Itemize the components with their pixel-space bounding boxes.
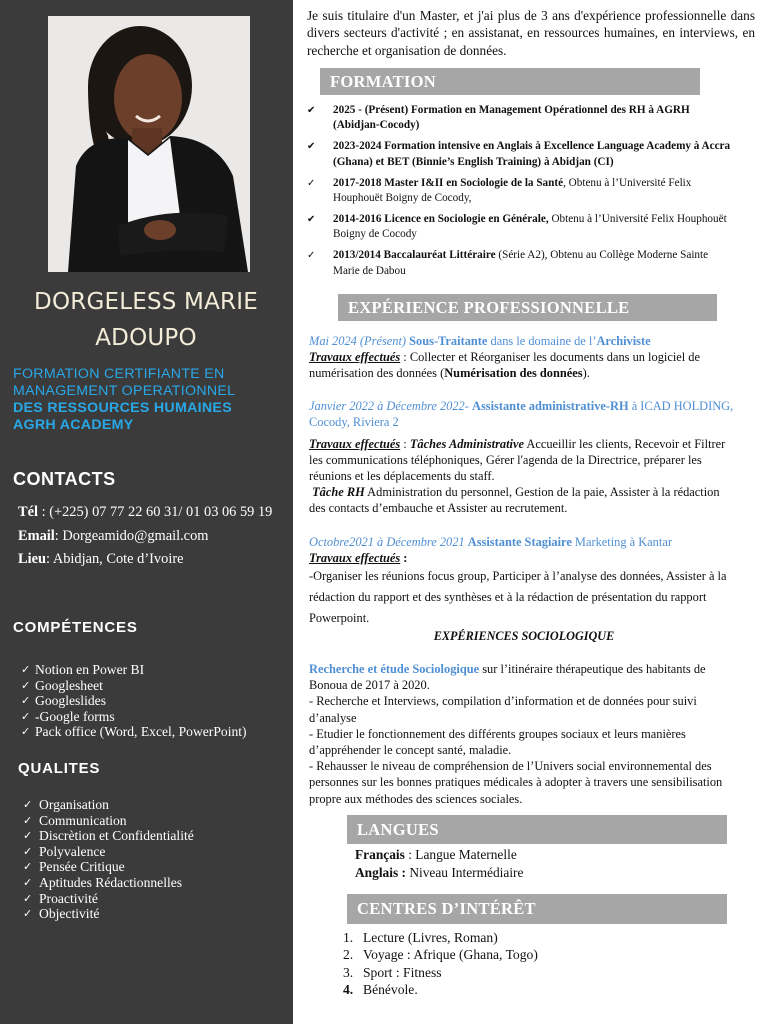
list-item: ✓ Aptitudes Rédactionnelles xyxy=(23,874,183,890)
name-line-2: ADOUPO xyxy=(95,325,197,351)
list-item: ✓ Communication xyxy=(23,812,127,828)
candidate-name xyxy=(6,284,286,356)
check-icon: ✓ xyxy=(21,678,31,692)
contact-email xyxy=(18,528,208,545)
training-line-4: AGRH ACADEMY xyxy=(13,417,134,433)
experience-item-3: Octobre2021 à Décembre 2021 Assistante Stagiaire Marketing à Kantar Travaux effectués : -Organiser les réunions focus group, Participer à l’analyse des données, Assister à la rédaction du rapport et des synthèses et à la rédaction de présentation du rapport Powerpoint. xyxy=(309,534,739,629)
training-line-1: FORMATION CERTIFIANTE EN xyxy=(13,366,225,382)
list-item: ✓ Proactivité xyxy=(23,890,98,906)
list-item: 2. Voyage : Afrique (Ghana, Togo) xyxy=(343,947,538,963)
list-item: ✔ 2014-2016 Licence en Sociologie en Générale, Obtenu à l’Université Felix Houphouët Boigny de Cocody xyxy=(307,212,737,243)
list-item: 4. Bénévole. xyxy=(343,982,418,998)
list-item: ✓ Polyvalence xyxy=(23,843,106,859)
exp2-date: Janvier 2022 à Décembre 2022- xyxy=(309,399,469,413)
check-icon: ✓ xyxy=(23,829,33,843)
exp1-field: Archiviste xyxy=(596,334,651,348)
exp3-place: Marketing à Kantar xyxy=(571,535,672,549)
check-icon: ✓ xyxy=(23,844,33,858)
training-line-3: DES RESSOURCES HUMAINES xyxy=(13,400,232,416)
check-icon: ✓ xyxy=(307,250,316,262)
contact-phone-value: (+225) 07 77 22 60 31/ 01 03 06 59 19 xyxy=(49,504,273,520)
contact-phone xyxy=(18,504,272,521)
exp3-role: Assistante Stagiaire xyxy=(467,535,572,549)
contact-location-label: Lieu xyxy=(18,551,46,567)
check-icon: ✓ xyxy=(307,177,316,189)
training-line-2: MANAGEMENT OPERATIONNEL xyxy=(13,383,236,399)
socio-block: Recherche et étude Sociologique sur l’itinéraire thérapeutique des habitants de Bonoua de 2017 à 2020. - Recherche et Interviews, compilation d’information et de données pour suivi d’analyse - Etudier le fonctionnement des différents groupes sociaux et leurs manières d’appréhender le concept santé, maladie. - Rehausser le niveau de compréhension de l’Univers social environnemental des personnes sur les bonnes pratiques médicales à adopter à travers une sensibilisation propre aux méthodes des sciences sociales. xyxy=(309,661,739,807)
list-item: ✓ Pack office (Word, Excel, PowerPoint) xyxy=(21,724,247,740)
formation-heading: FORMATION xyxy=(320,68,700,95)
intro-paragraph: Je suis titulaire d'un Master, et j'ai plus de 3 ans d'expérience professionnelle dans divers secteurs d'activité ; en assistanat, en ressources humaines, en interviews, en recherche et organisation de données. xyxy=(307,8,755,58)
exp2-role: Assistante administrative-RH xyxy=(472,399,629,413)
languages-heading: LANGUES xyxy=(347,815,727,844)
list-item: ✓ Pensée Critique xyxy=(23,859,125,875)
socio-heading: EXPÉRIENCES SOCIOLOGIQUE xyxy=(433,629,615,643)
list-item: ✓ Notion en Power BI xyxy=(21,662,145,677)
exp1-work-label: Travaux effectués xyxy=(309,350,401,364)
check-icon: ✓ xyxy=(23,875,33,889)
contact-phone-sep: : xyxy=(37,504,50,520)
list-item: 1. Lecture (Livres, Roman) xyxy=(343,930,498,945)
language-item-2: Anglais : Niveau Intermédiaire xyxy=(355,865,524,880)
exp3-date: Octobre2021 à Décembre 2021 xyxy=(309,535,465,549)
skills-list xyxy=(21,662,247,740)
check-icon: ✓ xyxy=(23,891,33,905)
list-item: ✓ Discrètion et Confidentialité xyxy=(23,828,194,844)
list-item: ✓ 2017-2018 Master I&II en Sociologie de la Santé, Obtenu à l’Université Felix Houphouët Boigny de Cocody, xyxy=(307,176,737,207)
language-item-1: Français : Langue Maternelle xyxy=(355,847,517,862)
check-icon: ✔ xyxy=(307,213,316,225)
exp3-text: -Organiser les réunions focus group, Participer à l’analyse des données, Assister à la rédaction du rapport et des synthèses et à la rédaction de présentation du rapport Powerpoint. xyxy=(309,569,727,625)
contact-location xyxy=(18,551,184,568)
list-item: ✓ Googleslides xyxy=(21,693,106,709)
list-item: ✓ Googlesheet xyxy=(21,677,103,693)
experience-item-2: Janvier 2022 à Décembre 2022- Assistante administrative-RH à ICAD HOLDING, Cocody, Riviera 2 Travaux effectués : Tâches Administrative Accueillir les clients, Recevoir et Filtrer les communications téléphoniques, Gérer l'agenda de la Directrice, préparer les réunions et les déplacements du staff. Tâche RH Administration du personnel, Gestion de la paie, Assister à la rédaction des contacts d’embauche et Assister au recrutement. xyxy=(309,399,734,515)
name-line-1: DORGELESS MARIE xyxy=(34,289,258,315)
contact-email-label: Email xyxy=(18,528,55,544)
check-icon: ✓ xyxy=(21,709,31,723)
exp2-task2-label: Tâche RH xyxy=(312,485,365,499)
list-item: ✓ Objectivité xyxy=(23,906,100,922)
list-item: ✓ -Google forms xyxy=(21,708,115,724)
socio-bullet-3: - Rehausser le niveau de compréhension de l’Univers social environnemental des personnes sur les bonnes pratiques médicales à adopter à travers une sensibilisation propre aux méthodes des sciences sociales. xyxy=(309,759,723,806)
exp1-date: Mai 2024 (Présent) xyxy=(309,334,407,348)
experience-item-1: Mai 2024 (Présent) Sous-Traitante dans le domaine de l’Archiviste Travaux effectués : Collecter et Réorganiser les documents dans un logiciel de numérisation des données (Numérisation des données). xyxy=(309,334,701,380)
check-icon: ✓ xyxy=(23,860,33,874)
socio-bullet-2: - Etudier le fonctionnement des différents groupes sociaux et leurs manières d’appréhender le concept santé, maladie. xyxy=(309,726,686,758)
list-item: 3. Sport : Fitness xyxy=(343,964,442,980)
check-icon: ✓ xyxy=(21,663,31,676)
contact-email-value: Dorgeamido@gmail.com xyxy=(62,528,209,544)
list-item: ✓ 2013/2014 Baccalauréat Littéraire (Série A2), Obtenu au Collège Moderne Sainte Marie de Dabou xyxy=(307,248,737,279)
check-icon: ✔ xyxy=(307,105,316,116)
check-icon: ✔ xyxy=(307,141,316,153)
qualities-heading: QUALITES xyxy=(18,760,101,777)
interests-list xyxy=(343,929,538,999)
exp1-role: Sous-Traitante xyxy=(409,334,488,348)
contacts-heading: CONTACTS xyxy=(13,469,116,489)
profile-photo xyxy=(48,16,250,272)
main-content xyxy=(293,0,768,1024)
check-icon: ✓ xyxy=(23,907,33,921)
exp3-work-label: Travaux effectués xyxy=(309,551,401,565)
contact-location-sep: : xyxy=(46,551,53,567)
formation-list xyxy=(307,103,737,285)
contact-phone-label: Tél xyxy=(18,504,38,520)
exp1-mid: dans le domaine de l’ xyxy=(487,334,597,348)
check-icon: ✓ xyxy=(21,725,31,739)
exp2-task1-label: Tâches Administrative xyxy=(409,437,524,451)
contact-location-value: Abidjan, Cote d’Ivoire xyxy=(52,551,184,567)
list-item: ✔ 2023-2024 Formation intensive en Anglais à Excellence Language Academy à Accra (Ghana) et BET (Binnie’s English Training) à Abidjan (CI) xyxy=(307,139,737,170)
list-item: ✓ Organisation xyxy=(23,797,109,812)
sidebar xyxy=(0,0,293,1024)
qualities-list xyxy=(23,797,194,922)
check-icon: ✓ xyxy=(21,694,31,708)
experience-heading: EXPÉRIENCE PROFESSIONNELLE xyxy=(338,294,717,321)
skills-heading: COMPÉTENCES xyxy=(13,619,138,636)
check-icon: ✓ xyxy=(23,798,33,811)
contact-email-sep: : xyxy=(54,528,63,544)
socio-role: Recherche et étude Sociologique xyxy=(309,662,480,676)
certification-block xyxy=(13,366,288,434)
interests-heading: CENTRES D’INTÉRÊT xyxy=(347,894,727,924)
list-item: ✔ 2025 - (Présent) Formation en Management Opérationnel des RH à AGRH (Abidjan-Cocody) xyxy=(307,103,737,134)
check-icon: ✓ xyxy=(23,813,33,827)
exp2-work-label: Travaux effectués xyxy=(309,437,401,451)
socio-bullet-1: - Recherche et Interviews, compilation d’information et de données pour suivi d’analyse xyxy=(309,694,697,725)
exp2-place: à ICAD HOLDING, Cocody, Riviera 2 xyxy=(309,399,734,429)
